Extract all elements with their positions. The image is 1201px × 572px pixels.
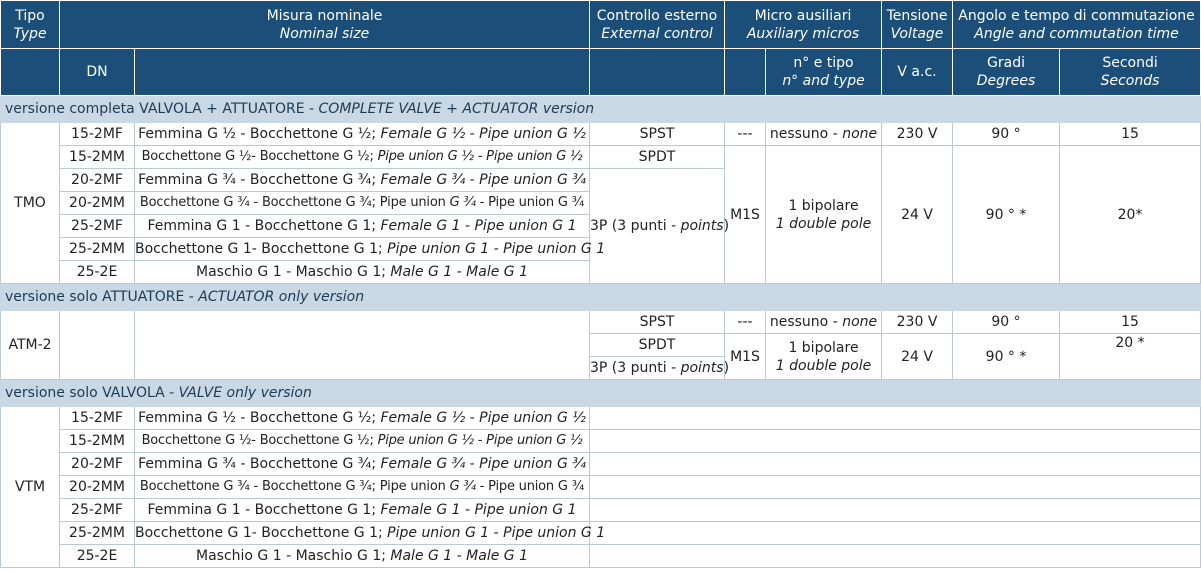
- empty-cell: [590, 476, 1201, 499]
- seconds-15: 15: [1060, 123, 1201, 146]
- control-spdt: SPDT: [590, 146, 725, 169]
- dn-cell: 15-2MM: [60, 146, 135, 169]
- type-vtm: VTM: [1, 407, 60, 568]
- dn-empty: [60, 311, 135, 380]
- micro-bipolar: 1 bipolare 1 double pole: [766, 146, 882, 284]
- size-cell: Bocchettone G ½- Bocchettone G ½; Pipe union G ½ - Pipe union G ½: [135, 430, 590, 453]
- seconds-15: 15: [1060, 311, 1201, 334]
- dn-cell: 20-2MM: [60, 476, 135, 499]
- header-blank: [135, 49, 590, 96]
- header-micro: Micro ausiliari Auxiliary micros: [725, 1, 882, 49]
- type-atm: ATM-2: [1, 311, 60, 380]
- micro-bipolar: 1 bipolare 1 double pole: [766, 334, 882, 380]
- voltage-230: 230 V: [882, 123, 953, 146]
- voltage-230: 230 V: [882, 311, 953, 334]
- header-blank: [1, 49, 60, 96]
- size-cell: Maschio G 1 - Maschio G 1; Male G 1 - Male G 1: [135, 261, 590, 284]
- dn-cell: 20-2MF: [60, 169, 135, 192]
- dn-cell: 25-2MF: [60, 215, 135, 238]
- header-gradi: Gradi Degrees: [953, 49, 1060, 96]
- empty-cell: [590, 453, 1201, 476]
- micro-none: nessuno - none: [766, 311, 882, 334]
- dn-cell: 20-2MM: [60, 192, 135, 215]
- empty-cell: [590, 545, 1201, 568]
- dn-cell: 25-2E: [60, 545, 135, 568]
- micro-m1s: M1S: [725, 334, 766, 380]
- empty-cell: [590, 430, 1201, 453]
- control-3p: 3P (3 punti - points): [590, 357, 725, 380]
- size-empty: [135, 311, 590, 380]
- size-cell: Femmina G ¾ - Bocchettone G ¾; Female G ¾ - Pipe union G ¾: [135, 169, 590, 192]
- dn-cell: 20-2MF: [60, 453, 135, 476]
- header-misura: Misura nominale Nominal size: [60, 1, 590, 49]
- degrees-90-star: 90 ° *: [953, 334, 1060, 380]
- control-spst: SPST: [590, 123, 725, 146]
- header-ntipo: n° e tipo n° and type: [766, 49, 882, 96]
- control-spdt: SPDT: [590, 334, 725, 357]
- voltage-24: 24 V: [882, 146, 953, 284]
- size-cell: Bocchettone G ¾ - Bocchettone G ¾; Pipe union G ¾ - Pipe union G ¾: [135, 192, 590, 215]
- header-vac: V a.c.: [882, 49, 953, 96]
- micro-dash: ---: [725, 123, 766, 146]
- header-blank: [590, 49, 725, 96]
- empty-cell: [590, 499, 1201, 522]
- size-cell: Bocchettone G 1- Bocchettone G 1; Pipe union G 1 - Pipe union G 1: [135, 238, 590, 261]
- section-valve: versione solo VALVOLA - VALVE only version: [1, 380, 1201, 407]
- size-cell: Femmina G 1 - Bocchettone G 1; Female G 1 - Pipe union G 1: [135, 215, 590, 238]
- degrees-90-star: 90 ° *: [953, 146, 1060, 284]
- size-cell: Maschio G 1 - Maschio G 1; Male G 1 - Male G 1: [135, 545, 590, 568]
- degrees-90: 90 °: [953, 311, 1060, 334]
- micro-dash: ---: [725, 311, 766, 334]
- header-blank: [725, 49, 766, 96]
- size-cell: Bocchettone G ¾ - Bocchettone G ¾; Pipe union G ¾ - Pipe union G ¾: [135, 476, 590, 499]
- size-cell: Femmina G ½ - Bocchettone G ½; Female G ½ - Pipe union G ½: [135, 407, 590, 430]
- control-spst: SPST: [590, 311, 725, 334]
- dn-cell: 25-2MF: [60, 499, 135, 522]
- control-3p: 3P (3 punti - points): [590, 169, 725, 284]
- header-controllo: Controllo esterno External control: [590, 1, 725, 49]
- section-actuator: versione solo ATTUATORE - ACTUATOR only version: [1, 284, 1201, 311]
- section-complete: versione completa VALVOLA + ATTUATORE - COMPLETE VALVE + ACTUATOR version: [1, 96, 1201, 123]
- dn-cell: 25-2E: [60, 261, 135, 284]
- header-dn: DN: [60, 49, 135, 96]
- empty-cell: [590, 522, 1201, 545]
- header-tipo: Tipo Type: [1, 1, 60, 49]
- size-cell: Femmina G 1 - Bocchettone G 1; Female G 1 - Pipe union G 1: [135, 499, 590, 522]
- dn-cell: 25-2MM: [60, 522, 135, 545]
- header-angolo: Angolo e tempo di commutazione Angle and commutation time: [953, 1, 1201, 49]
- dn-cell: 15-2MM: [60, 430, 135, 453]
- type-tmo: TMO: [1, 123, 60, 284]
- seconds-20: 20 *: [1060, 334, 1201, 380]
- size-cell: Femmina G ½ - Bocchettone G ½; Female G ½ - Pipe union G ½: [135, 123, 590, 146]
- size-cell: Femmina G ¾ - Bocchettone G ¾; Female G ¾ - Pipe union G ¾: [135, 453, 590, 476]
- size-cell: Bocchettone G 1- Bocchettone G 1; Pipe union G 1 - Pipe union G 1: [135, 522, 590, 545]
- micro-none: nessuno - none: [766, 123, 882, 146]
- empty-cell: [590, 407, 1201, 430]
- dn-cell: 15-2MF: [60, 123, 135, 146]
- degrees-90: 90 °: [953, 123, 1060, 146]
- header-secondi: Secondi Seconds: [1060, 49, 1201, 96]
- size-cell: Bocchettone G ½- Bocchettone G ½; Pipe union G ½ - Pipe union G ½: [135, 146, 590, 169]
- dn-cell: 15-2MF: [60, 407, 135, 430]
- header-tensione: Tensione Voltage: [882, 1, 953, 49]
- micro-m1s: M1S: [725, 146, 766, 284]
- seconds-20: 20*: [1060, 146, 1201, 284]
- voltage-24: 24 V: [882, 334, 953, 380]
- dn-cell: 25-2MM: [60, 238, 135, 261]
